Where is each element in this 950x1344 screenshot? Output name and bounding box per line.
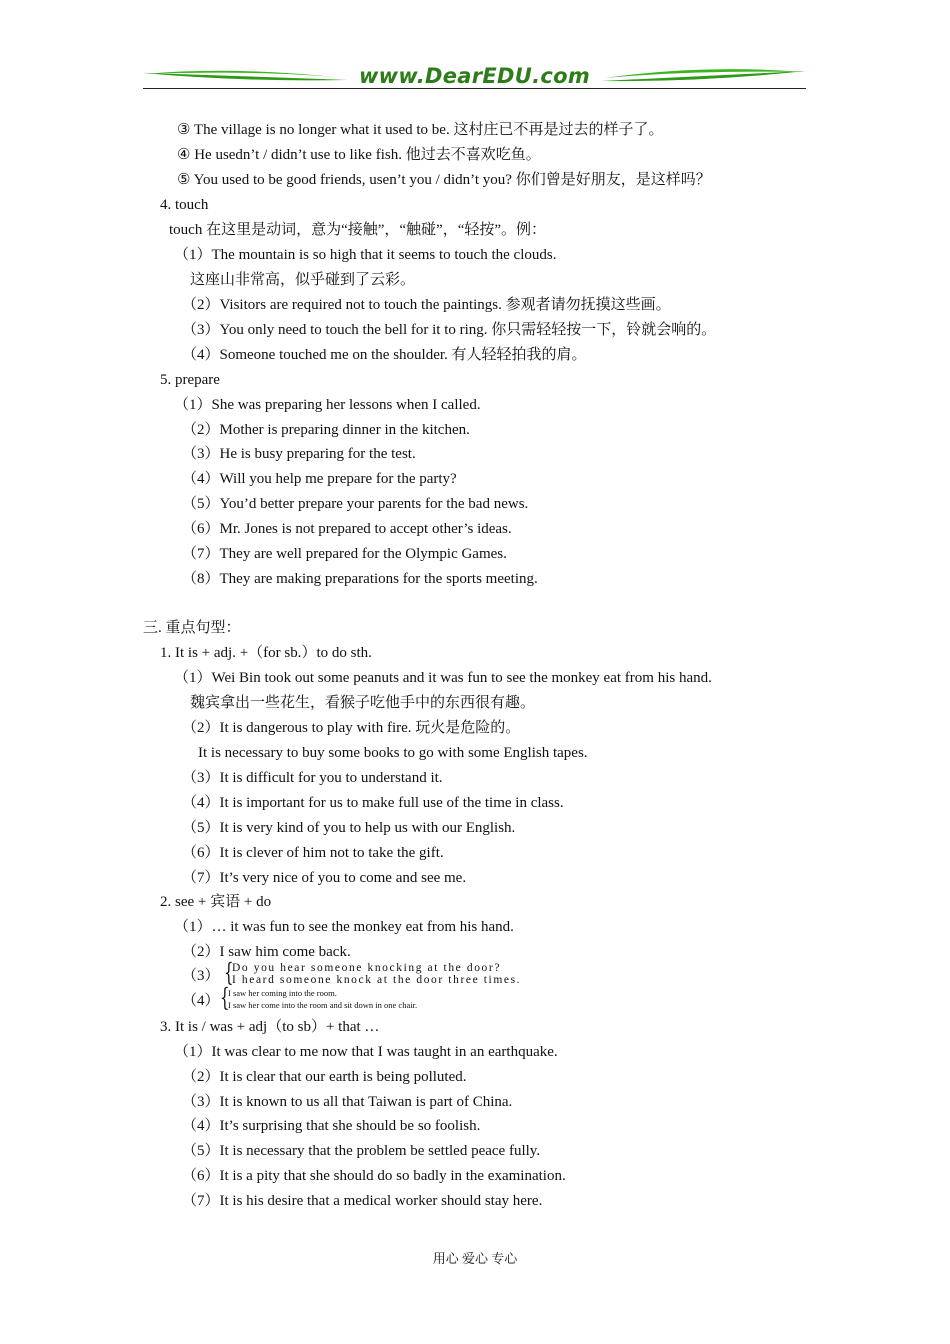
text-line: ④ He usedn’t / didn’t use to like fish. 他过去不喜欢吃鱼。 <box>177 147 541 163</box>
brace-line: I heard someone knock at the door three times. <box>232 974 522 986</box>
text-line: touch 在这里是动词，意为“接触”，“触碰”，“轻按”。例： <box>169 222 547 238</box>
brace-line: Do you hear someone knocking at the door? <box>232 962 502 974</box>
header-rule <box>143 88 806 89</box>
text-line: ③ The village is no longer what it used to be. 这村庄已不再是过去的样子了。 <box>177 122 664 138</box>
item-number: （4） <box>182 993 220 1009</box>
item-number: （3） <box>182 968 220 984</box>
text-line: （4）Someone touched me on the shoulder. 有人轻轻拍我的肩。 <box>182 347 587 363</box>
text-line: （2）Visitors are required not to touch the paintings. 参观者请勿抚摸这些画。 <box>182 297 671 313</box>
text-line: （4）It’s surprising that she should be so foolish. <box>182 1118 481 1134</box>
text-line: （5）You’d better prepare your parents for the bad news. <box>182 496 529 512</box>
text-line: （1）The mountain is so high that it seems to touch the clouds. <box>174 247 557 263</box>
page-footer: 用心 爱心 专心 <box>432 1251 518 1266</box>
text-line: （7）It’s very nice of you to come and see me. <box>182 870 467 886</box>
text-line: It is necessary to buy some books to go with some English tapes. <box>198 745 588 761</box>
text-line: （5）It is necessary that the problem be settled peace fully. <box>182 1143 541 1159</box>
section-heading: 2. see + 宾语 + do <box>160 894 272 910</box>
text-line: （1）She was preparing her lessons when I called. <box>174 397 481 413</box>
text-line: （6）It is clever of him not to take the gift. <box>182 845 444 861</box>
text-line: （3）It is difficult for you to understand it. <box>182 770 443 786</box>
section-heading: 1. It is + adj. +（for sb.）to do sth. <box>160 645 372 661</box>
text-line: （5）It is very kind of you to help us with our English. <box>182 820 516 836</box>
section-title: 三. 重点句型： <box>143 620 241 636</box>
site-logo-text: www.DearEDU.com <box>358 64 591 88</box>
text-line: （3）You only need to touch the bell for it to ring. 你只需轻轻按一下，铃就会响的。 <box>182 322 717 338</box>
text-line: （2）I saw him come back. <box>182 944 351 960</box>
text-line: （6）It is a pity that she should do so badly in the examination. <box>182 1168 566 1184</box>
section-heading: 3. It is / was + adj（to sb）+ that … <box>160 1019 380 1035</box>
brace-line: I saw her coming into the room. <box>228 988 337 998</box>
section-heading: 4. touch <box>160 197 209 213</box>
text-line: （3）It is known to us all that Taiwan is part of China. <box>182 1094 513 1110</box>
text-line: （1）… it was fun to see the monkey eat from his hand. <box>174 919 514 935</box>
text-line: （4）It is important for us to make full use of the time in class. <box>182 795 564 811</box>
text-line: （1）Wei Bin took out some peanuts and it was fun to see the monkey eat from his hand. <box>174 670 712 686</box>
section-heading: 5. prepare <box>160 372 220 388</box>
text-line: （2）Mother is preparing dinner in the kitchen. <box>182 422 470 438</box>
text-line: 这座山非常高，似乎碰到了云彩。 <box>190 272 416 288</box>
text-line: ⑤ You used to be good friends, usen’t you / didn’t you? 你们曾是好朋友，是这样吗？ <box>177 172 711 188</box>
text-line: 魏宾拿出一些花生，看猴子吃他手中的东西很有趣。 <box>190 695 536 711</box>
text-line: （7）It is his desire that a medical worker should stay here. <box>182 1193 543 1209</box>
text-line: （4）Will you help me prepare for the party? <box>182 471 457 487</box>
brace-icon: { <box>224 958 234 987</box>
brace-icon: { <box>220 983 230 1012</box>
text-line: （7）They are well prepared for the Olympic Games. <box>182 546 507 562</box>
text-line: （2）It is dangerous to play with fire. 玩火是危险的。 <box>182 720 521 736</box>
text-line: （6）Mr. Jones is not prepared to accept other’s ideas. <box>182 521 512 537</box>
text-line: （8）They are making preparations for the sports meeting. <box>182 571 538 587</box>
text-line: （3）He is busy preparing for the test. <box>182 446 416 462</box>
text-line: （1）It was clear to me now that I was taught in an earthquake. <box>174 1044 558 1060</box>
brace-line: I saw her come into the room and sit down in one chair. <box>228 1000 418 1010</box>
text-line: （2）It is clear that our earth is being polluted. <box>182 1069 467 1085</box>
